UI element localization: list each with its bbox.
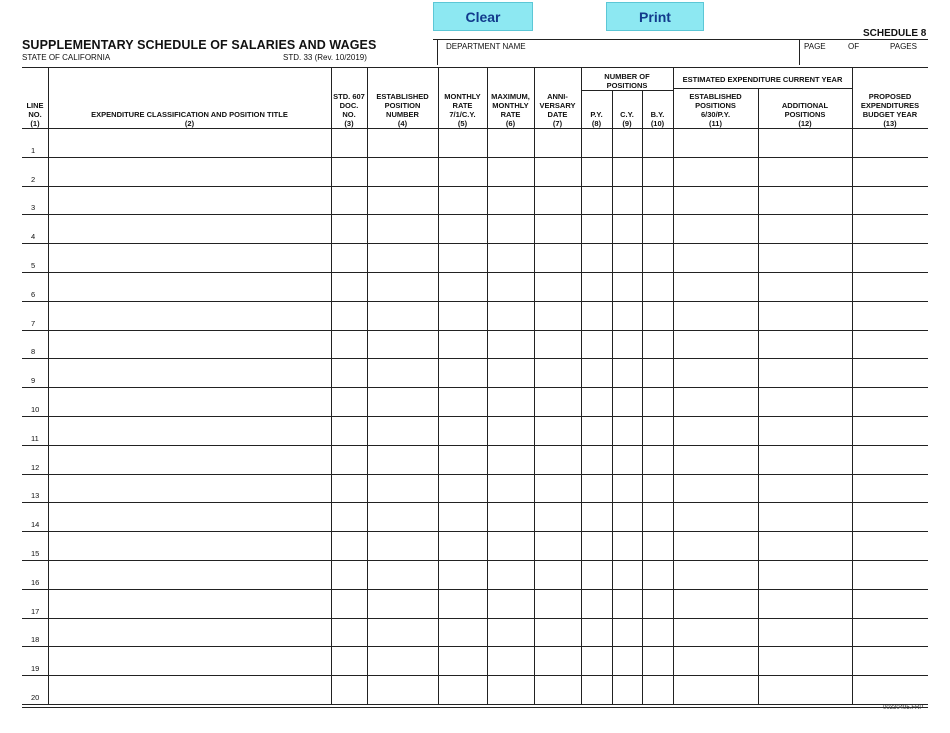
row-line [22, 704, 928, 705]
row-line [22, 387, 928, 388]
department-name-label: DEPARTMENT NAME [446, 42, 526, 51]
form-number: STD. 33 (Rev. 10/2019) [283, 53, 367, 62]
clear-button[interactable]: Clear [433, 2, 533, 31]
col-classification-header: EXPENDITURE CLASSIFICATION AND POSITION TITLE (2) [91, 110, 288, 128]
row-line [22, 214, 928, 215]
estimated-expenditure-header: ESTIMATED EXPENDITURE CURRENT YEAR [682, 74, 843, 84]
line-number: 8 [31, 347, 36, 357]
line-number: 1 [31, 145, 36, 155]
line-number: 3 [31, 203, 36, 213]
page-left-border [799, 39, 800, 65]
row-line [22, 416, 928, 417]
col-std607-header: STD. 607 DOC. NO. (3) [333, 92, 365, 128]
row-line [22, 531, 928, 532]
col-monthly-rate-header: MONTHLY RATE 7/1/C.Y. (5) [444, 92, 481, 128]
line-number: 5 [31, 261, 36, 270]
column-line [487, 67, 488, 704]
header-top-line [433, 39, 928, 40]
print-button[interactable]: Print [606, 2, 704, 31]
row-line [22, 502, 928, 503]
row-line [22, 646, 928, 647]
col-position-number-header: ESTABLISHED POSITION NUMBER (4) [376, 92, 429, 128]
row-line [22, 186, 928, 187]
state-label: STATE OF CALIFORNIA [22, 53, 111, 62]
col-cy-header: C.Y. (9) [620, 110, 634, 128]
row-line [22, 157, 928, 158]
column-line [438, 67, 439, 704]
column-line [852, 67, 853, 704]
line-number: 2 [31, 174, 36, 184]
column-line [758, 88, 759, 704]
line-number: 13 [31, 491, 40, 501]
column-line [673, 67, 674, 704]
form-code: 00330495.FRP [883, 705, 924, 711]
col-by-header: B.Y. (10) [650, 110, 665, 128]
line-number: 15 [31, 549, 40, 558]
column-line [534, 67, 535, 704]
column-line [331, 67, 332, 704]
column-line [612, 90, 613, 704]
column-line [642, 90, 643, 704]
column-line [581, 67, 582, 704]
row-line [22, 272, 928, 273]
department-left-border [437, 39, 438, 65]
line-number: 10 [31, 405, 40, 414]
col-additional-positions-header: ADDITIONAL POSITIONS (12) [781, 101, 829, 128]
pages-label: PAGES [890, 42, 917, 51]
row-line [22, 560, 928, 561]
table-bottom-border [22, 707, 928, 708]
line-number: 4 [31, 232, 36, 242]
row-line [22, 474, 928, 475]
col-py-header: P.Y. (8) [590, 110, 603, 128]
column-line [367, 67, 368, 704]
line-number: 17 [31, 606, 40, 616]
row-line [22, 243, 928, 244]
form-title: SUPPLEMENTARY SCHEDULE OF SALARIES AND WAGES [22, 38, 377, 52]
row-line [22, 445, 928, 446]
of-label: OF [848, 42, 860, 51]
col-line-no-header: LINE NO. (1) [26, 101, 44, 128]
line-number: 11 [31, 433, 39, 443]
line-number: 14 [31, 520, 40, 530]
page-label: PAGE [804, 42, 826, 51]
line-number: 20 [31, 693, 40, 702]
line-number: 7 [31, 318, 36, 328]
row-line [22, 330, 928, 331]
col-established-positions-header: ESTABLISHED POSITIONS 6/30/P.Y. (11) [689, 92, 742, 128]
col-anniversary-date-header: ANNI- VERSARY DATE (7) [539, 92, 576, 128]
row-line [22, 301, 928, 302]
line-number: 16 [31, 577, 40, 587]
row-line [22, 675, 928, 676]
header-bottom-border [22, 128, 928, 129]
number-of-positions-header: NUMBER OF POSITIONS [604, 72, 650, 90]
line-number: 18 [31, 635, 40, 645]
line-number: 12 [31, 462, 40, 472]
line-number: 19 [31, 664, 40, 674]
row-line [22, 358, 928, 359]
row-line [22, 618, 928, 619]
col-proposed-expenditures-header: PROPOSED EXPENDITURES BUDGET YEAR (13) [860, 92, 920, 128]
line-number: 9 [31, 376, 36, 386]
row-line [22, 589, 928, 590]
column-line [48, 67, 49, 704]
line-number: 6 [31, 289, 36, 299]
col-max-monthly-rate-header: MAXIMUM, MONTHLY RATE (6) [491, 92, 530, 128]
schedule-label: SCHEDULE 8 [863, 28, 927, 39]
